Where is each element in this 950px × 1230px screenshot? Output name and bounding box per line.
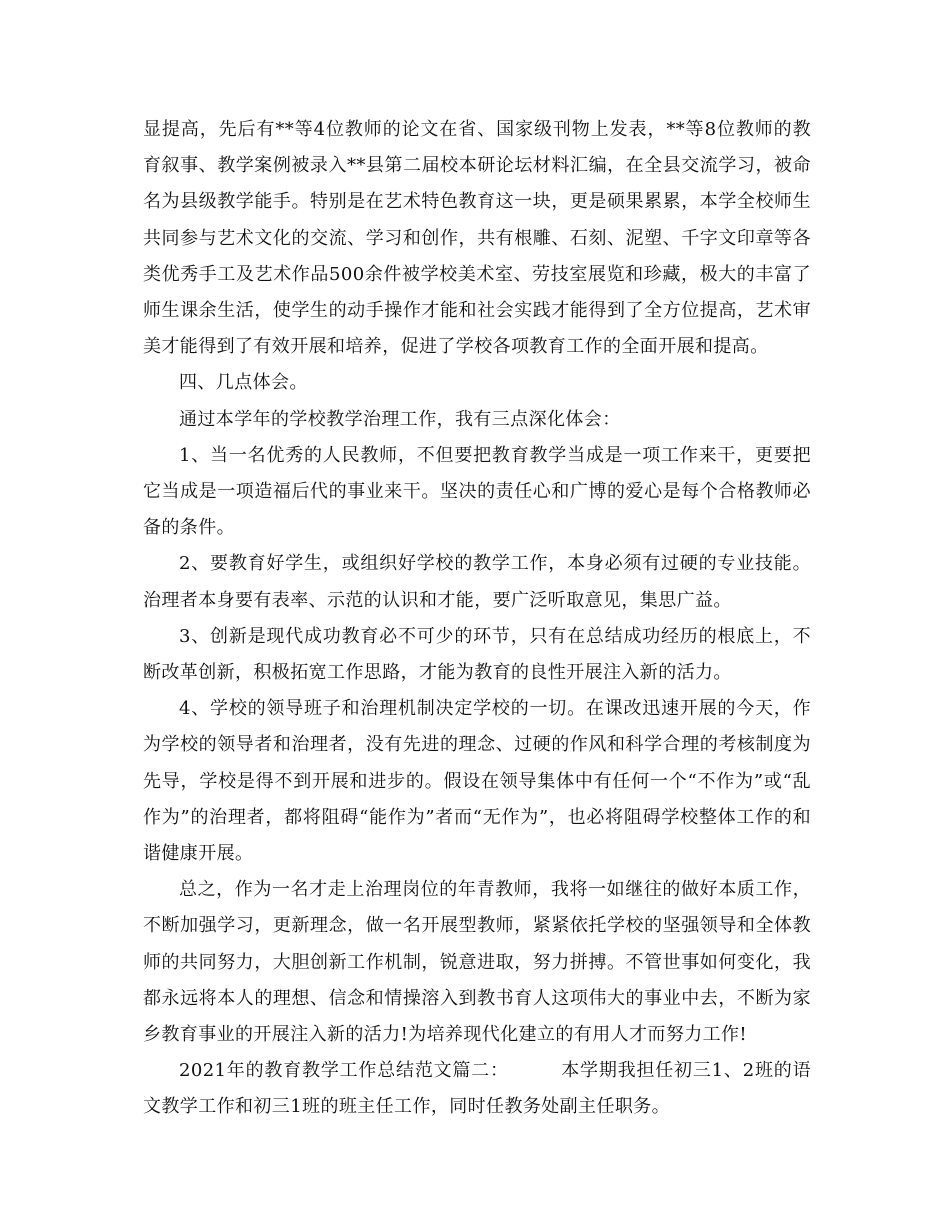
paragraph-conclusion: 总之，作为一名才走上治理岗位的年青教师，我将一如继往的做好本质工作，不断加强学习，更新理念，做一名开展型教师，紧紧依托学校的坚强领导和全体教师的共同努力，大胆创新工作机制，锐意进取，努力拼搏。不管世事如何变化，我都永远将本人的理想、信念和情操溶入到教书育人这项伟大的事业中去，不断为家乡教育事业的开展注入新的活力!为培养现代化建立的有用人才而努力工作! [143, 879, 811, 1046]
paragraph-point-1: 1、当一名优秀的人民教师，不但要把教育教学当成是一项工作来干，更要把它当成是一项造福后代的事业来干。坚决的责任心和广博的爱心是每个合格教师必备的条件。 [143, 444, 811, 539]
paragraph-point-2: 2、要教育好学生，或组织好学校的教学工作，本身必须有过硬的专业技能。治理者本身要有表率、示范的认识和才能，要广泛听取意见，集思广益。 [143, 553, 811, 611]
paragraph-intro-experience: 通过本学年的学校教学治理工作，我有三点深化体会： [179, 408, 621, 430]
paragraph-second-article [143, 1053, 811, 1125]
paragraph-point-3: 3、创新是现代成功教育必不可少的环节，只有在总结成功经历的根底上，不断改革创新，积极拓宽工作思路，才能为教育的良性开展注入新的活力。 [143, 625, 811, 684]
section-heading-experience: 四、几点体会。 [179, 372, 308, 394]
second-article-body: 本学期我担任初三1、2班的语文教学工作和初三1班的班主任工作，同时任教务处副主任职务。 [143, 1060, 811, 1118]
second-article-heading: 2021年的教育教学工作总结范文篇二： [179, 1060, 509, 1082]
paragraph-point-4: 4、学校的领导班子和治理机制决定学校的一切。在课改迅速开展的今天，作为学校的领导者和治理者，没有先进的理念、过硬的作风和科学合理的考核制度为先导，学校是得不到开展和进步的。假设在领导集体中有任何一个“不作为”或“乱作为”的治理者，都将阻碍“能作为”者而“无作为”，也必将阻碍学校整体工作的和谐健康开展。 [143, 698, 811, 865]
document-body [143, 112, 811, 1126]
paragraph-achievements: 显提高，先后有**等4位教师的论文在省、国家级刊物上发表，**等8位教师的教育叙事、教学案例被录入**县第二届校本研论坛材料汇编，在全县交流学习，被命名为县级教学能手。特别是在艺术特色教育这一块，更是硕果累累，本学全校师生共同参与艺术文化的交流、学习和创作，共有根雕、石刻、泥塑、千字文印章等各类优秀手工及艺术作品500余件被学校美术室、劳技室展览和珍藏，极大的丰富了师生课余生活，使学生的动手操作才能和社会实践才能得到了全方位提高，艺术审美才能得到了有效开展和培养，促进了学校各项教育工作的全面开展和提高。 [143, 119, 811, 358]
